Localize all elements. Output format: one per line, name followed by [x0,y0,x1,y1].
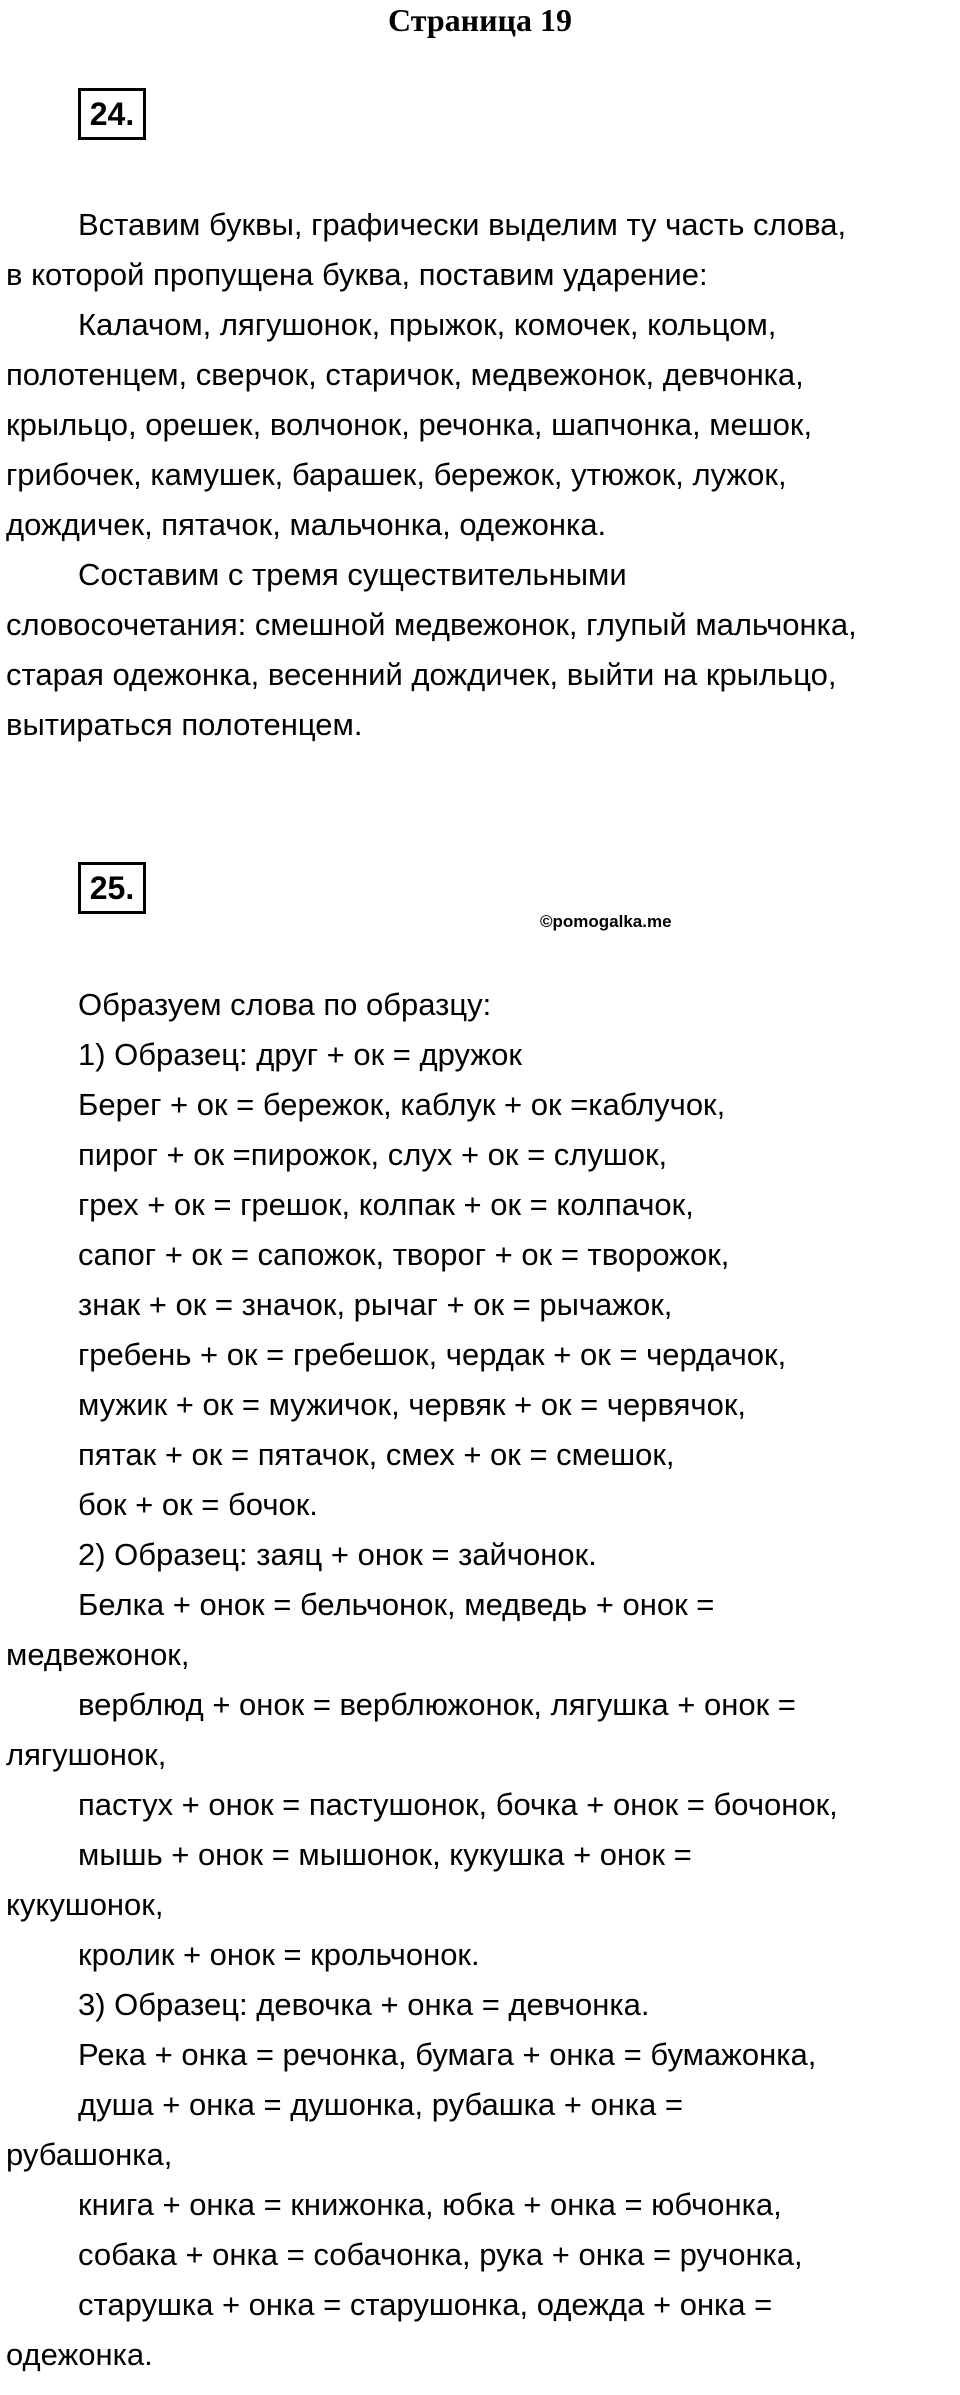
text-line: пастух + онок = пастушонок, бочка + онок = бочонок, [78,1787,838,1822]
text-line: грех + ок = грешок, колпак + ок = колпачок, [78,1187,694,1222]
text-line: кукушонок, [6,1887,164,1922]
text-line: вытираться полотенцем. [6,707,363,742]
text-line: в которой пропущена буква, поставим ударение: [6,257,708,292]
text-line: Берег + ок = бережок, каблук + ок =каблучок, [78,1087,726,1122]
text-line: 1) Образец: друг + ок = дружок [78,1037,522,1072]
text-line: книга + онка = книжонка, юбка + онка = юбчонка, [78,2187,782,2222]
text-line: пятак + ок = пятачок, смех + ок = смешок, [78,1437,675,1472]
text-line: Образуем слова по образцу: [78,987,492,1022]
text-line: словосочетания: смешной медвежонок, глупый мальчонка, [6,607,857,642]
text-line: душа + онка = душонка, рубашка + онка = [78,2087,683,2122]
text-line: кролик + онок = крольчонок. [78,1937,480,1972]
text-line: грибочек, камушек, барашек, бережок, утюжок, лужок, [6,457,787,492]
text-line: крыльцо, орешек, волчонок, речонка, шапчонка, мешок, [6,407,813,442]
text-line: Белка + онок = бельчонок, медведь + онок = [78,1587,715,1622]
page-title: Страница 19 [388,2,572,38]
text-line: медвежонок, [6,1637,190,1672]
text-line: старушка + онка = старушонка, одежда + онка = [78,2287,773,2322]
text-line: Калачом, лягушонок, прыжок, комочек, кольцом, [78,307,777,342]
text-line: верблюд + онок = верблюжонок, лягушка + онок = [78,1687,796,1722]
text-line: одежонка. [6,2337,153,2372]
text-line: мышь + онок = мышонок, кукушка + онок = [78,1837,692,1872]
text-line: рубашонка, [6,2137,173,2172]
text-line: бок + ок = бочок. [78,1487,318,1522]
text-line: полотенцем, сверчок, старичок, медвежонок, девчонка, [6,357,804,392]
text-line: дождичек, пятачок, мальчонка, одежонка. [6,507,607,542]
text-line: лягушонок, [6,1737,167,1772]
text-line: 3) Образец: девочка + онка = девчонка. [78,1987,650,2022]
text-line: сапог + ок = сапожок, творог + ок = творожок, [78,1237,730,1272]
text-line: знак + ок = значок, рычаг + ок = рычажок, [78,1287,673,1322]
task-25-text [0,980,960,2380]
text-line: 2) Образец: заяц + онок = зайчонок. [78,1537,597,1572]
text-line: старая одежонка, весенний дождичек, выйти на крыльцо, [6,657,837,692]
text-line: пирог + ок =пирожок, слух + ок = слушок, [78,1137,668,1172]
text-line: собака + онка = собачонка, рука + онка = ручонка, [78,2237,803,2272]
task-25-number: 25. [78,862,146,914]
watermark: ©pomogalka.me [540,912,672,931]
text-line: гребень + ок = гребешок, чердак + ок = чердачок, [78,1337,787,1372]
text-line: Река + онка = речонка, бумага + онка = бумажонка, [78,2037,817,2072]
text-line: мужик + ок = мужичок, червяк + ок = червячок, [78,1387,746,1422]
task-24-text [0,200,960,750]
task-24-number: 24. [78,88,146,140]
text-line: Составим с тремя существительными [78,557,627,592]
text-line: Вставим буквы, графически выделим ту часть слова, [78,207,847,242]
